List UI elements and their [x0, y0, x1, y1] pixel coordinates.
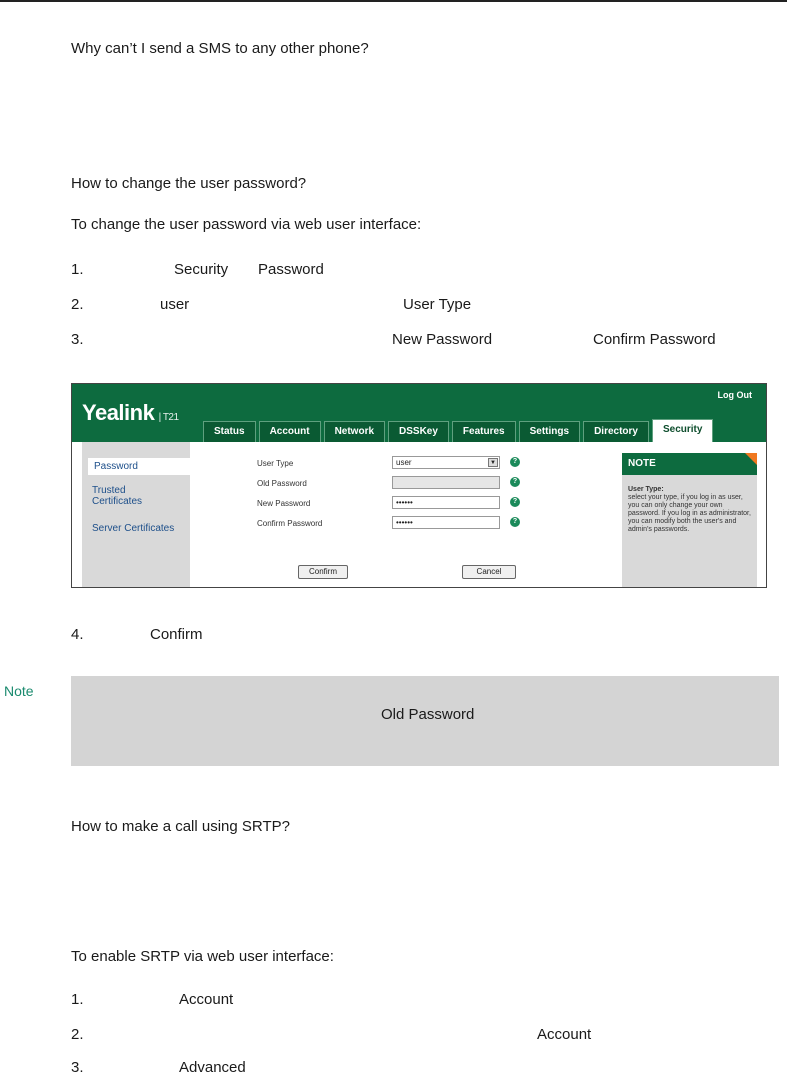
- help-icon[interactable]: ?: [510, 497, 520, 507]
- tab-account[interactable]: Account: [259, 421, 321, 442]
- yealink-logo: Yealink | T21: [82, 400, 179, 425]
- page-top-rule: [0, 0, 787, 2]
- note-panel-text: select your type, if you log in as user, you can only change your own password. If you log in as administrator, you can modify both the user's and admin's passwords.: [628, 494, 751, 533]
- tab-status[interactable]: Status: [203, 421, 256, 442]
- question-srtp: How to make a call using SRTP?: [71, 818, 290, 835]
- step-2-term-user-type: User Type: [403, 296, 472, 313]
- tab-network[interactable]: Network: [324, 421, 385, 442]
- web-ui-header: [72, 384, 766, 442]
- sidebar-item-password[interactable]: Password: [88, 458, 192, 475]
- note-panel-body: [628, 486, 752, 534]
- note-box: [71, 676, 779, 766]
- step-3-term-new-password: New Password: [392, 331, 493, 348]
- sidebar-item-server-certificates[interactable]: Server Certificates: [92, 523, 175, 534]
- note-panel-heading: User Type:: [628, 486, 664, 493]
- step-2-term-user: user: [160, 296, 190, 313]
- sidebar-item-trusted-certificates[interactable]: Trusted Certificates: [92, 485, 143, 507]
- srtp-step-1-number: 1.: [71, 991, 84, 1008]
- srtp-step-1-term-account: Account: [179, 991, 234, 1008]
- help-icon[interactable]: ?: [510, 477, 520, 487]
- srtp-step-3-term-advanced: Advanced: [179, 1059, 246, 1076]
- web-ui-sidebar: [82, 442, 190, 588]
- web-ui-note-panel: [622, 453, 757, 587]
- tab-security[interactable]: Security: [652, 419, 713, 442]
- confirm-button[interactable]: Confirm: [298, 565, 348, 579]
- step-2-number: 2.: [71, 296, 84, 313]
- user-type-select[interactable]: user ▼: [392, 456, 500, 469]
- new-password-field[interactable]: ••••••: [392, 496, 500, 509]
- step-1-term-password: Password: [258, 261, 324, 278]
- old-password-field: [392, 476, 500, 489]
- tab-features[interactable]: Features: [452, 421, 516, 442]
- note-label: Note: [4, 683, 34, 699]
- note-corner-decoration: [745, 453, 757, 465]
- question-change-password: How to change the user password?: [71, 175, 307, 192]
- step-1-term-security: Security: [174, 261, 229, 278]
- change-password-intro: To change the user password via web user interface:: [71, 216, 422, 233]
- step-4-number: 4.: [71, 626, 84, 643]
- srtp-step-2-term-account: Account: [537, 1026, 592, 1043]
- srtp-step-2-number: 2.: [71, 1026, 84, 1043]
- new-password-label: New Password: [257, 499, 311, 508]
- step-3-number: 3.: [71, 331, 84, 348]
- step-4-term-confirm: Confirm: [150, 626, 203, 643]
- confirm-password-field[interactable]: ••••••: [392, 516, 500, 529]
- tab-directory[interactable]: Directory: [583, 421, 649, 442]
- logout-link[interactable]: Log Out: [717, 390, 752, 400]
- step-1-number: 1.: [71, 261, 84, 278]
- web-ui-tabs: [203, 421, 713, 442]
- help-icon[interactable]: ?: [510, 457, 520, 467]
- cancel-button[interactable]: Cancel: [462, 565, 516, 579]
- tab-settings[interactable]: Settings: [519, 421, 580, 442]
- confirm-password-label: Confirm Password: [257, 519, 323, 528]
- chevron-down-icon: ▼: [488, 458, 498, 467]
- tab-dsskey[interactable]: DSSKey: [388, 421, 449, 442]
- web-ui-screenshot: [71, 383, 767, 588]
- question-sms: Why can’t I send a SMS to any other phone?: [71, 40, 369, 57]
- help-icon[interactable]: ?: [510, 517, 520, 527]
- old-password-label: Old Password: [257, 479, 307, 488]
- srtp-intro: To enable SRTP via web user interface:: [71, 948, 334, 965]
- step-3-term-confirm-password: Confirm Password: [593, 331, 716, 348]
- user-type-label: User Type: [257, 459, 294, 468]
- srtp-step-3-number: 3.: [71, 1059, 84, 1076]
- note-term-old-password: Old Password: [381, 706, 475, 723]
- note-panel-title: NOTE: [622, 453, 757, 475]
